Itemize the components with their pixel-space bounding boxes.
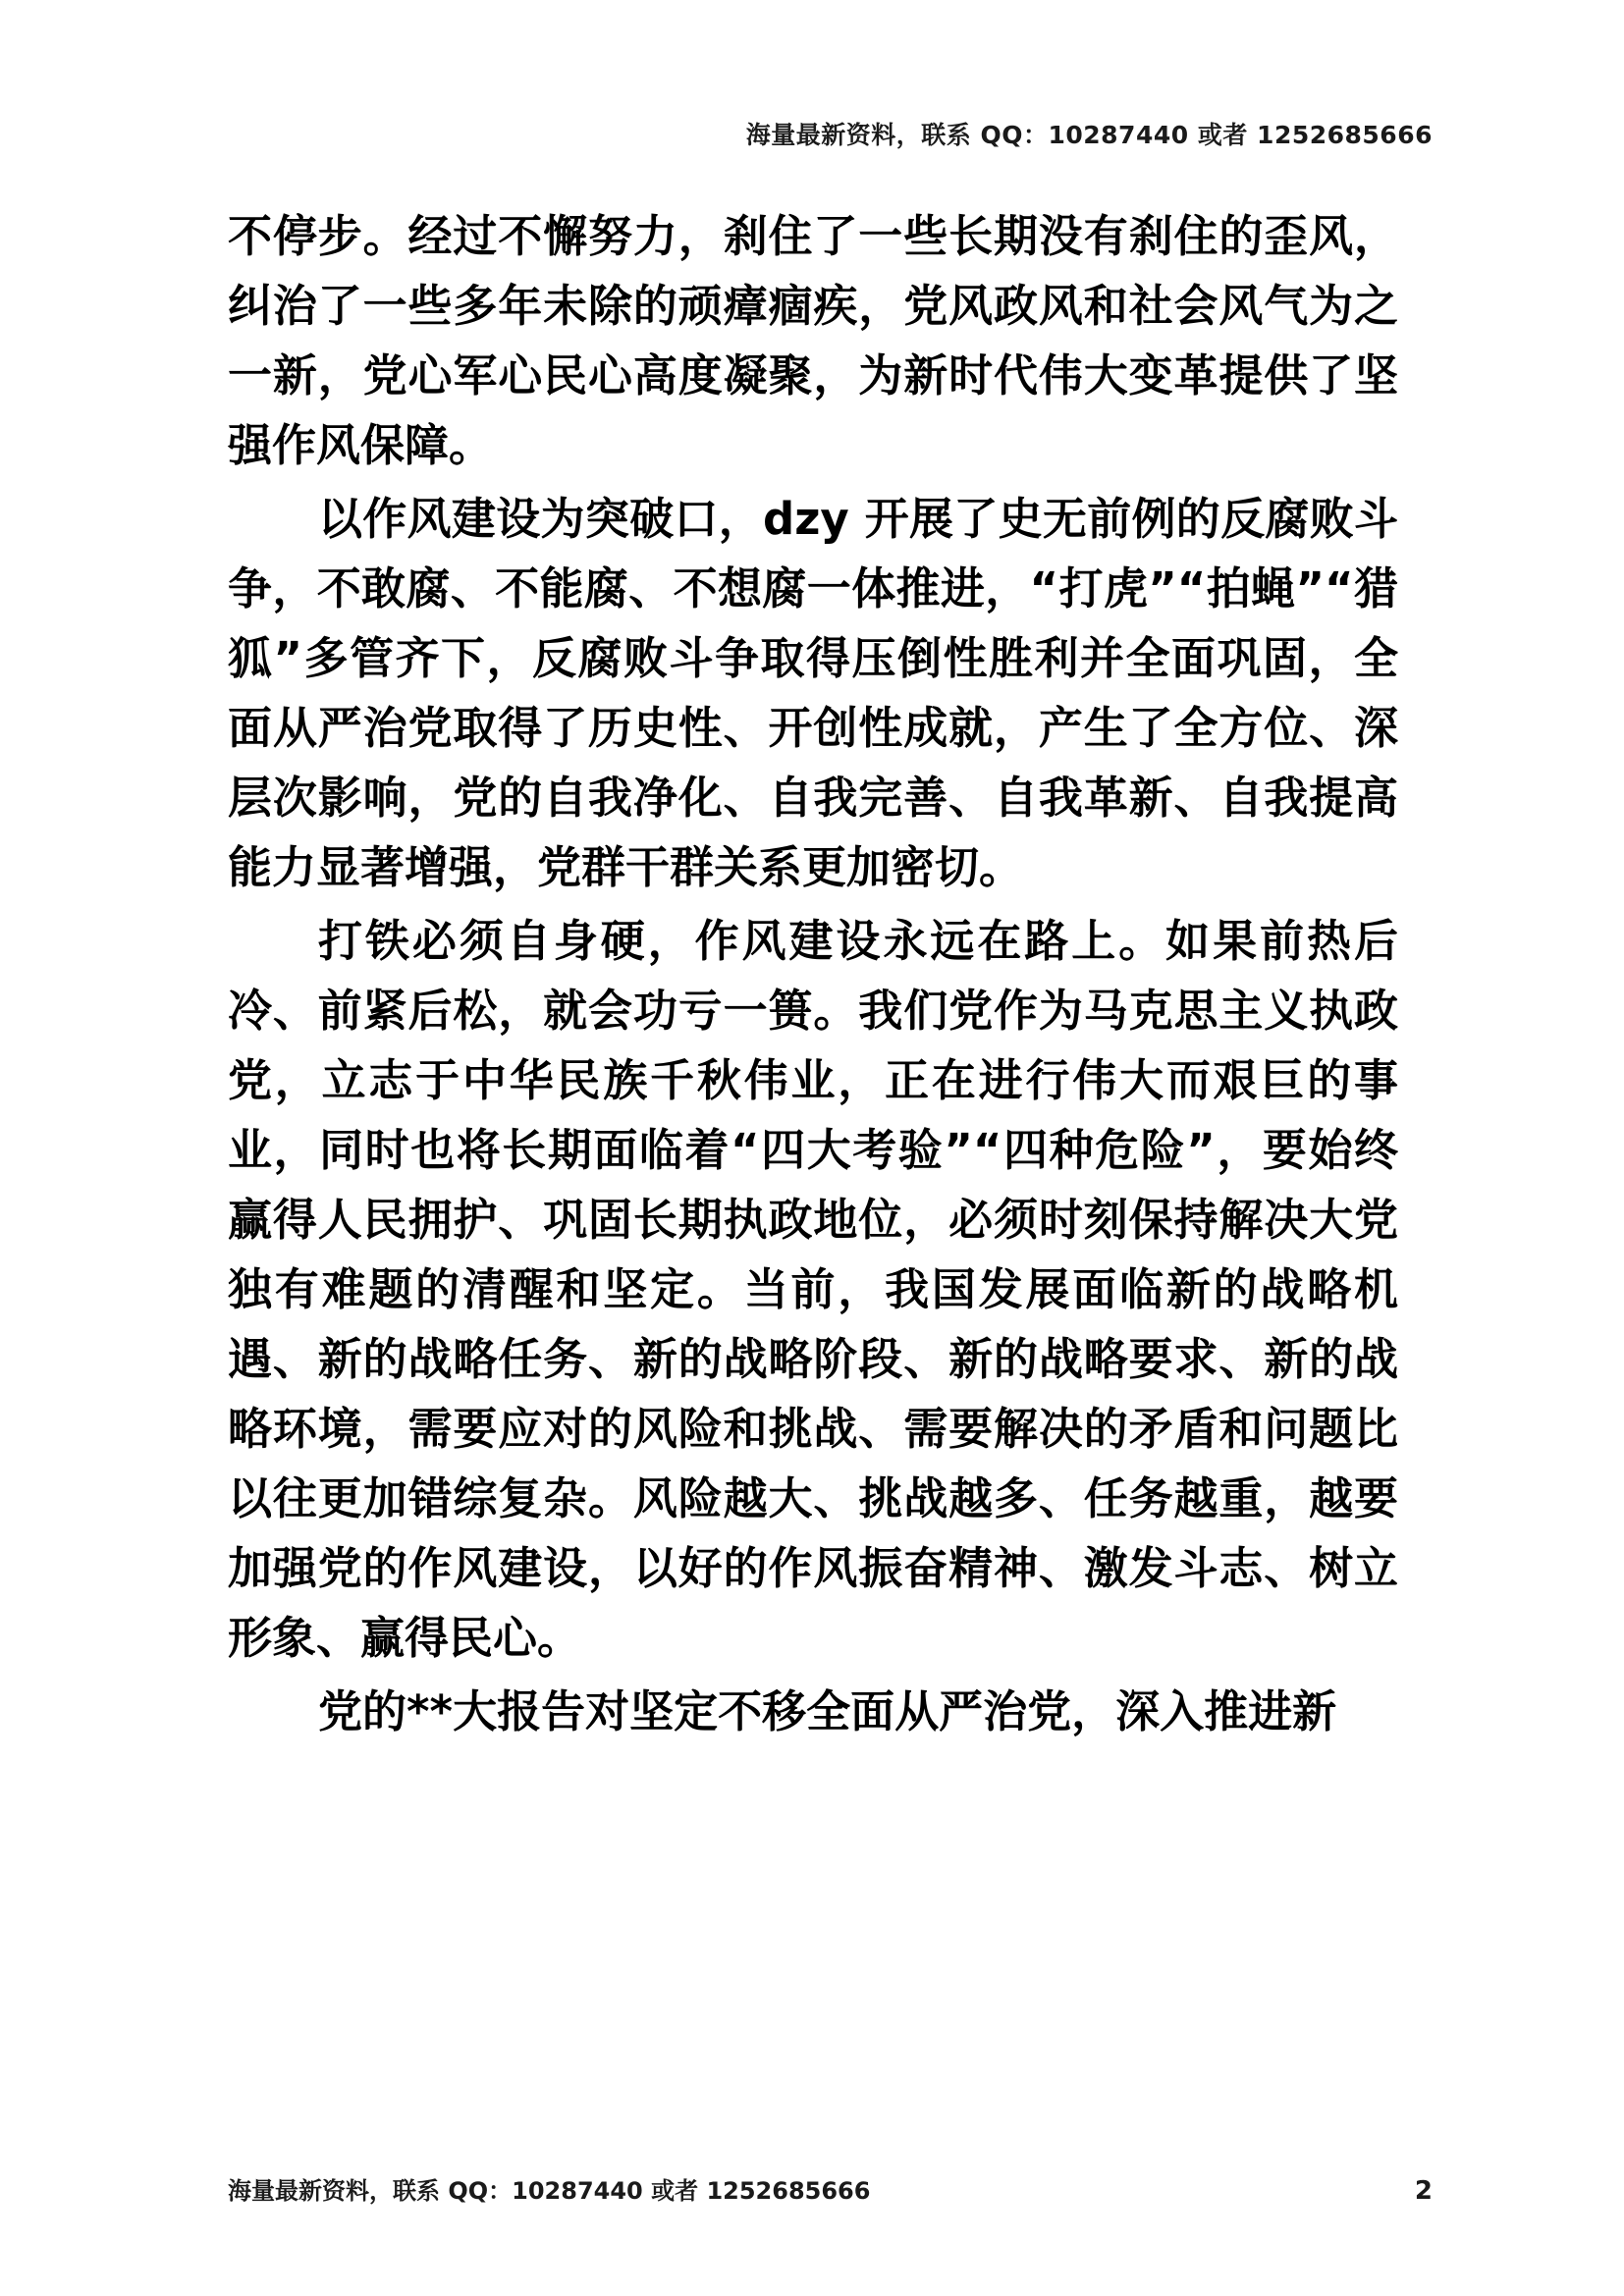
document-body [228,201,1398,1750]
footer-note: 海量最新资料，联系 QQ：10287440 或者 1252685666 [228,2177,871,2205]
body-paragraph: 党的**大报告对坚定不移全面从严治党，深入推进新 [318,1685,1337,1737]
page-header: 海量最新资料，联系 QQ：10287440 或者 1252685666 [745,121,1433,149]
page-number: 2 [1414,2176,1433,2206]
body-paragraph: 不停步。经过不懈努力，刹住了一些长期没有刹住的歪风，纠治了一些多年未除的顽瘴痼疾，党风政风和社会风气为之一新，党心军心民心高度凝聚，为新时代伟大变革提供了坚强作风保障。 [228,210,1398,471]
page-footer [228,2171,1433,2206]
body-paragraph: 打铁必须自身硬，作风建设永远在路上。如果前热后冷、前紧后松，就会功亏一篑。我们党作为马克思主义执政党，立志于中华民族千秋伟业，正在进行伟大而艰巨的事业，同时也将长期面临着“四大考验”“四种危险”，要始终赢得人民拥护、巩固长期执政地位，必须时刻保持解决大党独有难题的清醒和坚定。当前，我国发展面临新的战略机遇、新的战略任务、新的战略阶段、新的战略要求、新的战略环境，需要应对的风险和挑战、需要解决的矛盾和问题比以往更加错综复杂。风险越大、挑战越多、任务越重，越要加强党的作风建设，以好的作风振奋精神、激发斗志、树立形象、赢得民心。 [228,915,1398,1664]
body-paragraph: 以作风建设为突破口，dzy 开展了史无前例的反腐败斗争，不敢腐、不能腐、不想腐一体推进，“打虎”“拍蝇”“猎狐”多管齐下，反腐败斗争取得压倒性胜利并全面巩固，全面从严治党取得了历史性、开创性成就，产生了全方位、深层次影响，党的自我净化、自我完善、自我革新、自我提高能力显著增强，党群干群关系更加密切。 [228,493,1398,893]
